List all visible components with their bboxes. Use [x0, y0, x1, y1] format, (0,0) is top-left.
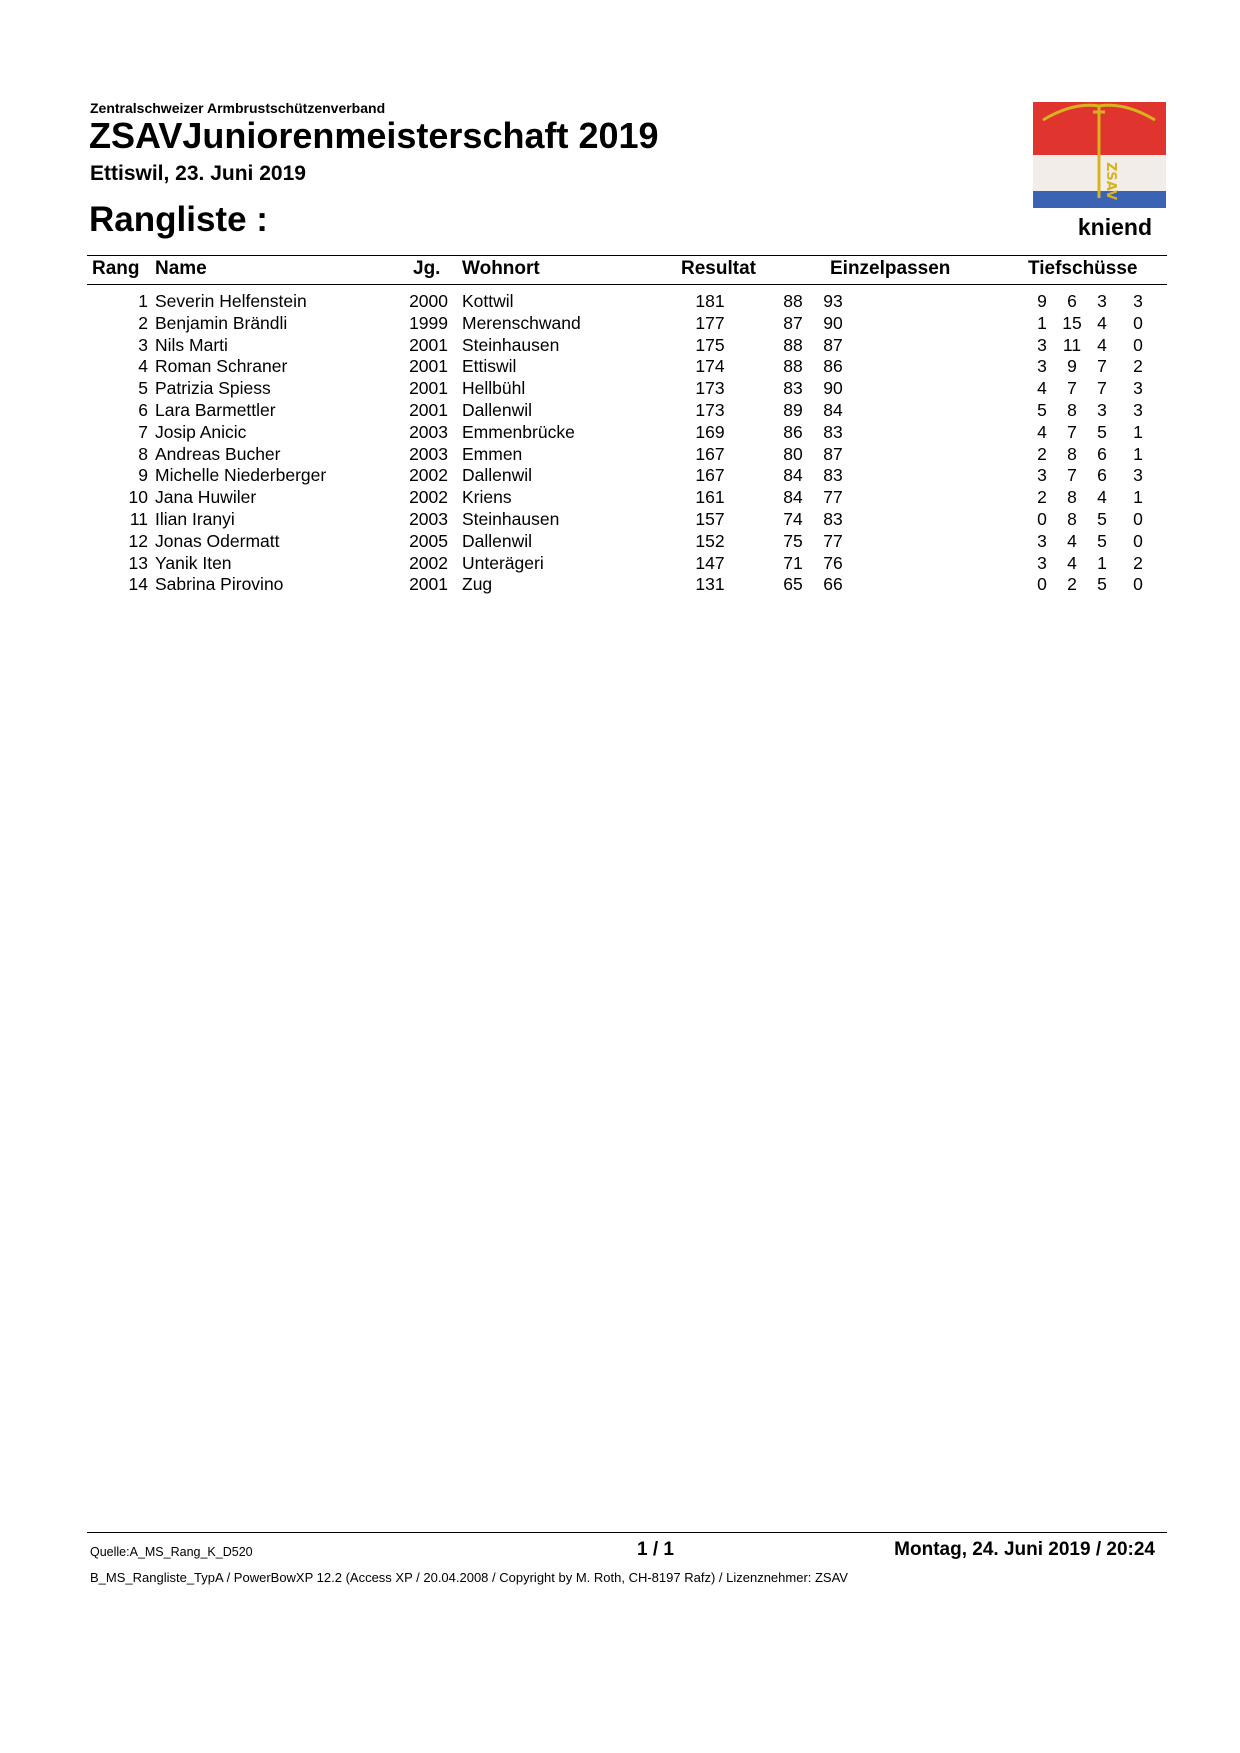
cell-jg: 2003 — [409, 421, 448, 442]
cell-tiefschuss-1: 3 — [1037, 465, 1047, 486]
zsav-flag-logo — [1033, 102, 1166, 208]
cell-resultat: 175 — [695, 334, 725, 355]
cell-einzelpasse-1: 87 — [783, 312, 803, 333]
table-row — [0, 487, 1240, 509]
footer-print-date: Montag, 24. Juni 2019 / 20:24 — [894, 1539, 1155, 1560]
cell-einzelpasse-1: 80 — [783, 443, 803, 464]
cell-name: Ilian Iranyi — [155, 509, 235, 529]
cell-einzelpasse-2: 86 — [823, 356, 843, 377]
cell-resultat: 173 — [695, 400, 725, 420]
cell-tiefschuss-3: 4 — [1097, 487, 1107, 508]
cell-jg: 2002 — [409, 465, 448, 486]
cell-einzelpasse-2: 84 — [823, 400, 843, 420]
cell-tiefschuss-3: 7 — [1097, 356, 1107, 377]
event-place-date: Ettiswil, 23. Juni 2019 — [90, 162, 306, 185]
cell-tiefschuss-3: 1 — [1097, 552, 1107, 573]
cell-wohnort: Steinhausen — [462, 334, 560, 355]
cell-tiefschuss-3: 5 — [1097, 574, 1107, 595]
table-header-rule — [87, 284, 1167, 285]
cell-name: Nils Marti — [155, 334, 228, 355]
cell-rang: 7 — [138, 421, 148, 442]
cell-rang: 14 — [128, 574, 148, 595]
cell-resultat: 131 — [695, 574, 725, 595]
cell-einzelpasse-2: 90 — [823, 312, 843, 333]
cell-tiefschuss-1: 3 — [1037, 530, 1047, 551]
cell-jg: 2005 — [409, 530, 448, 551]
cell-wohnort: Emmenbrücke — [462, 421, 575, 442]
cell-einzelpasse-2: 90 — [823, 378, 843, 399]
cell-tiefschuss-3: 5 — [1097, 421, 1107, 442]
cell-tiefschuss-2: 7 — [1067, 421, 1077, 442]
cell-tiefschuss-2: 2 — [1067, 574, 1077, 595]
cell-tiefschuss-3: 6 — [1097, 443, 1107, 464]
footer-program-info: B_MS_Rangliste_TypA / PowerBowXP 12.2 (Access XP / 20.04.2008 / Copyright by M. Roth, CH-8197 Rafz) / Lizenznehmer: ZSAV — [90, 1570, 848, 1585]
cell-tiefschuss-2: 11 — [1062, 334, 1082, 355]
table-row — [0, 356, 1240, 378]
cell-tiefschuss-1: 3 — [1037, 334, 1047, 355]
organization-name: Zentralschweizer Armbrustschützenverband — [90, 100, 386, 116]
table-row — [0, 378, 1240, 400]
cell-rang: 3 — [138, 334, 148, 355]
cell-wohnort: Steinhausen — [462, 509, 560, 529]
cell-rang: 9 — [138, 465, 148, 486]
logo-lettering: ZSAV — [1103, 162, 1118, 201]
cell-jg: 2002 — [409, 487, 448, 508]
cell-einzelpasse-1: 83 — [783, 378, 803, 399]
cell-tiefschuss-1: 1 — [1037, 312, 1047, 333]
col-header-rang: Rang — [92, 258, 140, 279]
col-header-wohnort: Wohnort — [462, 258, 540, 279]
cell-einzelpasse-1: 65 — [783, 574, 803, 595]
cell-jg: 2001 — [409, 400, 448, 420]
table-top-rule — [87, 255, 1167, 256]
cell-einzelpasse-2: 66 — [823, 574, 843, 595]
cell-jg: 2003 — [409, 443, 448, 464]
cell-wohnort: Unterägeri — [462, 552, 544, 573]
cell-tiefschuss-2: 15 — [1062, 312, 1082, 333]
cell-tiefschuss-3: 5 — [1097, 530, 1107, 551]
col-header-jg: Jg. — [413, 258, 441, 279]
cell-wohnort: Emmen — [462, 443, 523, 464]
cell-tiefschuss-3: 4 — [1097, 334, 1107, 355]
table-row — [0, 531, 1240, 553]
cell-rang: 2 — [138, 312, 148, 333]
cell-tiefschuss-4: 1 — [1133, 421, 1143, 442]
footer-rule — [87, 1532, 1167, 1533]
cell-wohnort: Merenschwand — [462, 312, 581, 333]
cell-einzelpasse-1: 89 — [783, 400, 803, 420]
cell-tiefschuss-2: 7 — [1067, 378, 1077, 399]
cell-resultat: 161 — [695, 487, 725, 508]
cell-name: Roman Schraner — [155, 356, 288, 377]
cell-tiefschuss-1: 3 — [1037, 356, 1047, 377]
cell-tiefschuss-2: 6 — [1067, 291, 1077, 311]
cell-tiefschuss-3: 3 — [1097, 291, 1107, 311]
cell-tiefschuss-4: 1 — [1133, 443, 1143, 464]
cell-einzelpasse-1: 75 — [783, 530, 803, 551]
cell-einzelpasse-2: 77 — [823, 487, 843, 508]
cell-rang: 4 — [138, 356, 148, 377]
cell-jg: 2000 — [409, 291, 448, 311]
cell-einzelpasse-1: 88 — [783, 356, 803, 377]
cell-name: Lara Barmettler — [155, 400, 276, 420]
cell-tiefschuss-2: 8 — [1067, 509, 1077, 529]
cell-einzelpasse-1: 84 — [783, 465, 803, 486]
cell-name: Josip Anicic — [155, 421, 247, 442]
cell-wohnort: Hellbühl — [462, 378, 526, 399]
cell-tiefschuss-4: 2 — [1133, 552, 1143, 573]
cell-rang: 13 — [128, 552, 148, 573]
cell-rang: 6 — [138, 400, 148, 420]
cell-rang: 5 — [138, 378, 148, 399]
cell-einzelpasse-1: 71 — [783, 552, 803, 573]
cell-resultat: 167 — [695, 465, 725, 486]
cell-tiefschuss-4: 0 — [1133, 530, 1143, 551]
list-title: Rangliste : — [89, 200, 268, 239]
table-row — [0, 509, 1240, 531]
cell-name: Patrizia Spiess — [155, 378, 271, 399]
cell-einzelpasse-2: 77 — [823, 530, 843, 551]
cell-jg: 2003 — [409, 509, 448, 529]
footer-source: Quelle:A_MS_Rang_K_D520 — [90, 1545, 253, 1559]
cell-name: Severin Helfenstein — [155, 291, 307, 311]
cell-jg: 2001 — [409, 334, 448, 355]
col-header-resultat: Resultat — [681, 258, 756, 279]
cell-rang: 1 — [138, 291, 148, 311]
cell-tiefschuss-3: 4 — [1097, 312, 1107, 333]
cell-tiefschuss-4: 0 — [1133, 574, 1143, 595]
table-row — [0, 291, 1240, 313]
cell-name: Andreas Bucher — [155, 443, 281, 464]
table-row — [0, 422, 1240, 444]
cell-wohnort: Kottwil — [462, 291, 514, 311]
cell-tiefschuss-4: 1 — [1133, 487, 1143, 508]
col-header-tiefschuesse: Tiefschüsse — [1028, 258, 1138, 279]
cell-tiefschuss-2: 4 — [1067, 552, 1077, 573]
table-row — [0, 313, 1240, 335]
cell-wohnort: Kriens — [462, 487, 512, 508]
cell-tiefschuss-3: 5 — [1097, 509, 1107, 529]
cell-resultat: 169 — [695, 421, 725, 442]
cell-name: Sabrina Pirovino — [155, 574, 284, 595]
cell-tiefschuss-2: 9 — [1067, 356, 1077, 377]
cell-tiefschuss-1: 5 — [1037, 400, 1047, 420]
cell-tiefschuss-4: 0 — [1133, 509, 1143, 529]
cell-resultat: 167 — [695, 443, 725, 464]
cell-tiefschuss-4: 3 — [1133, 378, 1143, 399]
table-row — [0, 335, 1240, 357]
cell-einzelpasse-1: 88 — [783, 291, 803, 311]
cell-einzelpasse-2: 87 — [823, 443, 843, 464]
cell-wohnort: Dallenwil — [462, 465, 533, 486]
cell-einzelpasse-1: 88 — [783, 334, 803, 355]
cell-wohnort: Dallenwil — [462, 530, 533, 551]
cell-tiefschuss-4: 3 — [1133, 400, 1143, 420]
cell-wohnort: Zug — [462, 574, 493, 595]
cell-tiefschuss-3: 3 — [1097, 400, 1107, 420]
cell-einzelpasse-2: 93 — [823, 291, 843, 311]
cell-tiefschuss-4: 0 — [1133, 334, 1143, 355]
cell-jg: 2002 — [409, 552, 448, 573]
cell-resultat: 147 — [695, 552, 725, 573]
cell-einzelpasse-2: 83 — [823, 465, 843, 486]
cell-rang: 8 — [138, 443, 148, 464]
footer-page-number: 1 / 1 — [637, 1539, 674, 1560]
event-title: ZSAVJuniorenmeisterschaft 2019 — [89, 115, 659, 156]
cell-wohnort: Ettiswil — [462, 356, 517, 377]
cell-einzelpasse-1: 74 — [783, 509, 803, 529]
col-header-name: Name — [155, 258, 207, 279]
cell-einzelpasse-2: 83 — [823, 421, 843, 442]
table-row — [0, 553, 1240, 575]
cell-name: Michelle Niederberger — [155, 465, 327, 486]
cell-jg: 2001 — [409, 378, 448, 399]
cell-tiefschuss-1: 3 — [1037, 552, 1047, 573]
cell-resultat: 177 — [695, 312, 725, 333]
table-row — [0, 574, 1240, 596]
cell-resultat: 181 — [695, 291, 725, 311]
cell-tiefschuss-1: 2 — [1037, 443, 1047, 464]
cell-jg: 2001 — [409, 356, 448, 377]
cell-tiefschuss-1: 4 — [1037, 378, 1047, 399]
cell-tiefschuss-2: 8 — [1067, 487, 1077, 508]
cell-tiefschuss-3: 7 — [1097, 378, 1107, 399]
cell-resultat: 173 — [695, 378, 725, 399]
cell-tiefschuss-3: 6 — [1097, 465, 1107, 486]
cell-resultat: 152 — [695, 530, 725, 551]
cell-jg: 1999 — [409, 312, 448, 333]
cell-name: Jonas Odermatt — [155, 530, 280, 551]
cell-tiefschuss-1: 9 — [1037, 291, 1047, 311]
cell-name: Jana Huwiler — [155, 487, 257, 508]
cell-tiefschuss-1: 4 — [1037, 421, 1047, 442]
cell-tiefschuss-1: 2 — [1037, 487, 1047, 508]
category-label: kniend — [1077, 214, 1152, 240]
cell-tiefschuss-2: 8 — [1067, 400, 1077, 420]
col-header-einzelpassen: Einzelpassen — [830, 258, 951, 279]
cell-jg: 2001 — [409, 574, 448, 595]
cell-einzelpasse-2: 76 — [823, 552, 843, 573]
cell-name: Benjamin Brändli — [155, 312, 288, 333]
cell-tiefschuss-4: 3 — [1133, 465, 1143, 486]
table-row — [0, 444, 1240, 466]
cell-resultat: 157 — [695, 509, 725, 529]
cell-einzelpasse-1: 84 — [783, 487, 803, 508]
cell-wohnort: Dallenwil — [462, 400, 533, 420]
cell-einzelpasse-2: 83 — [823, 509, 843, 529]
cell-tiefschuss-2: 7 — [1067, 465, 1077, 486]
table-row — [0, 400, 1240, 422]
cell-rang: 10 — [128, 487, 148, 508]
table-row — [0, 465, 1240, 487]
cell-name: Yanik Iten — [155, 552, 232, 573]
cell-einzelpasse-1: 86 — [783, 421, 803, 442]
cell-resultat: 174 — [695, 356, 725, 377]
cell-tiefschuss-2: 4 — [1067, 530, 1077, 551]
cell-tiefschuss-1: 0 — [1037, 574, 1047, 595]
cell-rang: 12 — [128, 530, 148, 551]
cell-einzelpasse-2: 87 — [823, 334, 843, 355]
cell-tiefschuss-4: 0 — [1133, 312, 1143, 333]
cell-rang: 11 — [129, 509, 148, 529]
cell-tiefschuss-1: 0 — [1037, 509, 1047, 529]
cell-tiefschuss-4: 2 — [1133, 356, 1143, 377]
cell-tiefschuss-2: 8 — [1067, 443, 1077, 464]
cell-tiefschuss-4: 3 — [1133, 291, 1143, 311]
